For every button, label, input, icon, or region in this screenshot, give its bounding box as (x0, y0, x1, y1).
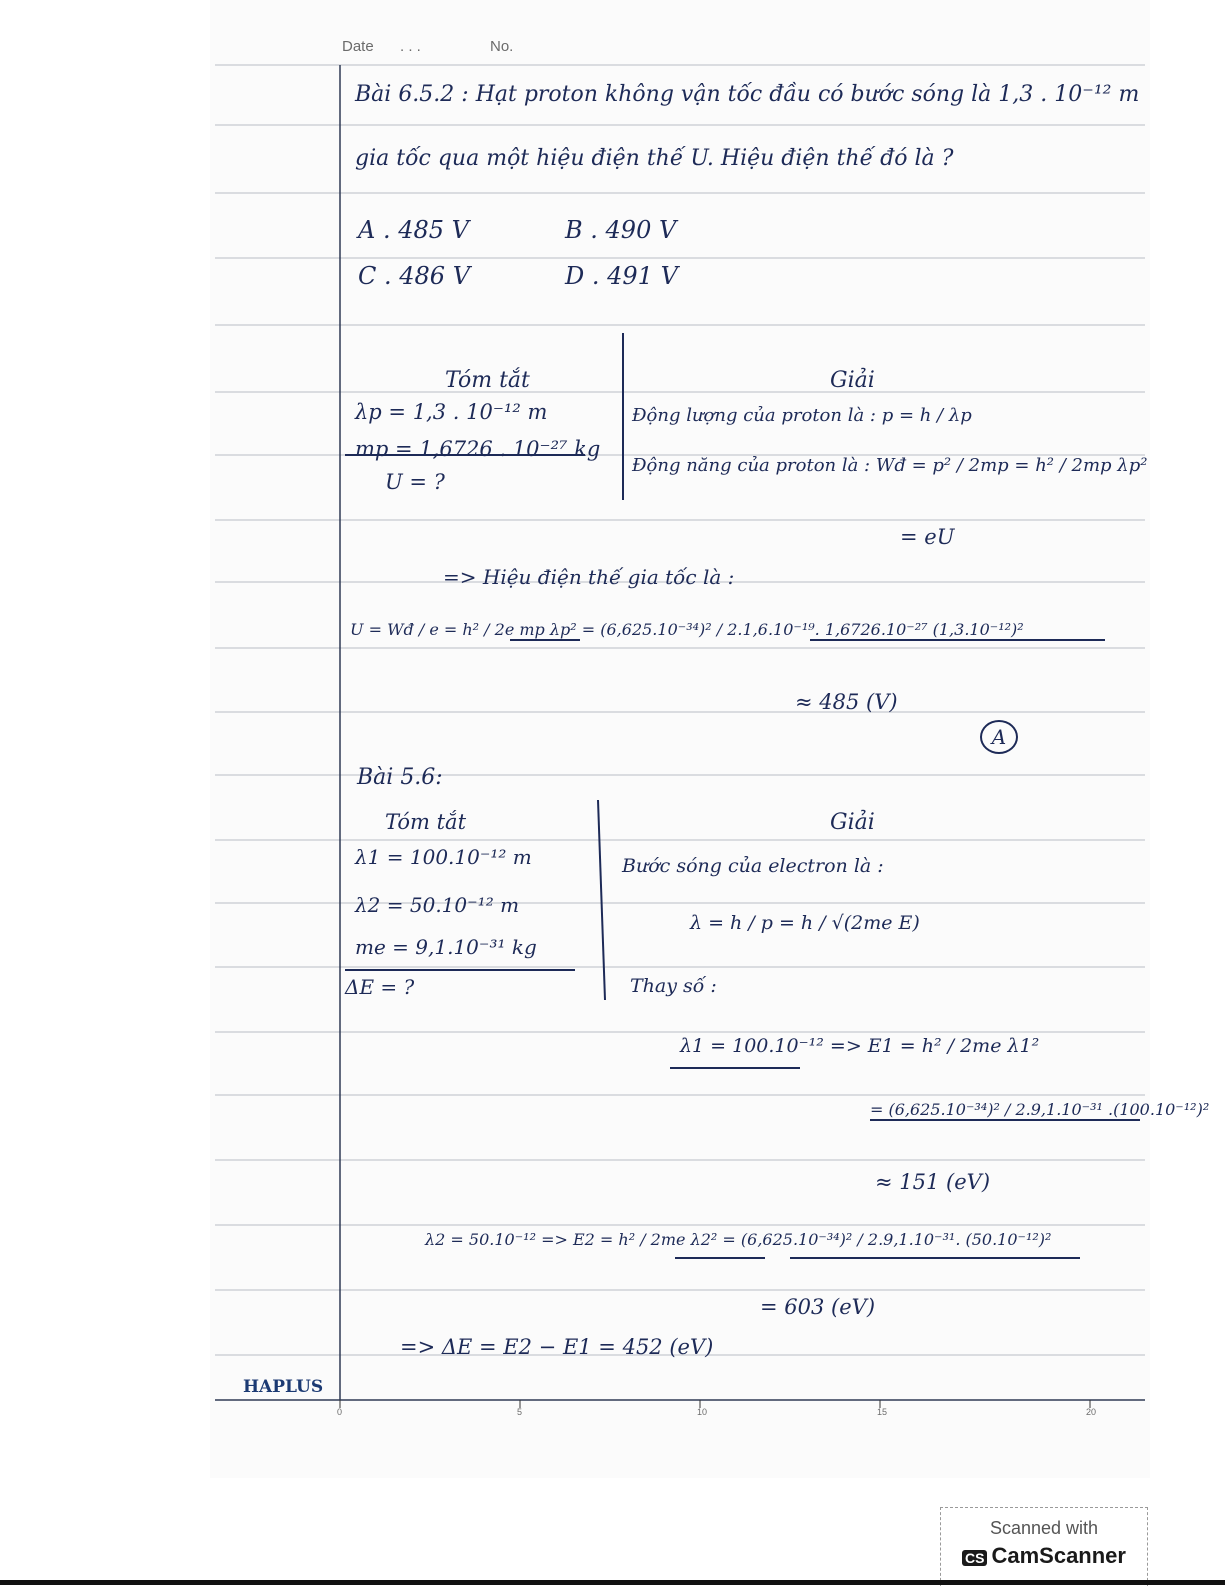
stamp-line2: CamScanner (991, 1543, 1126, 1568)
problem1-title-line1: Bài 6.5.2 : Hạt proton không vận tốc đầu có bước sóng là 1,3 . 10⁻¹² m (355, 82, 1140, 107)
p2-wave-formula: λ = h / p = h / √(2me E) (690, 912, 920, 934)
ruler-label-20: 20 (1086, 1407, 1097, 1417)
camscanner-logo-icon: CS (962, 1550, 987, 1566)
p1-given-2: mp = 1,6726 . 10⁻²⁷ kg (355, 437, 601, 461)
problem2-title: Bài 5.6: (357, 765, 443, 790)
date-label: Date (342, 38, 374, 55)
p2-given-4: ΔE = ? (345, 975, 415, 999)
ruler-label-15: 15 (877, 1407, 888, 1417)
p1-given-3: U = ? (385, 470, 445, 494)
notebook-brand: HAPLUS (243, 1377, 324, 1397)
date-dots: . . . (400, 38, 421, 55)
p2-final: => ΔE = E2 − E1 = 452 (eV) (400, 1335, 714, 1359)
option-b: B . 490 V (565, 216, 677, 244)
answer-circle: A (980, 720, 1018, 754)
p2-line1c: ≈ 151 (eV) (875, 1170, 991, 1194)
no-label: No. (490, 38, 514, 55)
p2-line1: λ1 = 100.10⁻¹² => E1 = h² / 2me λ1² (680, 1035, 1040, 1057)
p1-formula: U = Wđ / e = h² / 2e mp λp² = (6,625.10⁻³⁴)² / 2.1,6.10⁻¹⁹. 1,6726.10⁻²⁷ (1,3.10⁻¹²)² (350, 620, 1024, 639)
bottom-bar (0, 1580, 1225, 1585)
p1-result: ≈ 485 (V) (795, 690, 898, 714)
p1-energy: Động năng của proton là : Wđ = p² / 2mp = h² / 2mp λp² (632, 455, 1148, 476)
option-d: D . 491 V (565, 262, 678, 290)
p1-momentum: Động lượng của proton là : p = h / λp (632, 405, 972, 426)
option-c: C . 486 V (358, 262, 471, 290)
ruler-label-10: 10 (697, 1407, 708, 1417)
p2-given-1: λ1 = 100.10⁻¹² m (355, 845, 532, 869)
p1-given-1: λp = 1,3 . 10⁻¹² m (355, 400, 548, 424)
p2-line1b: = (6,625.10⁻³⁴)² / 2.9,1.10⁻³¹ .(100.10⁻¹²)² (870, 1100, 1210, 1119)
p2-wave: Bước sóng của electron là : (622, 855, 884, 877)
p2-line2: λ2 = 50.10⁻¹² => E2 = h² / 2me λ2² = (6,625.10⁻³⁴)² / 2.9,1.10⁻³¹. (50.10⁻¹²)² (425, 1230, 1052, 1249)
p1-solution-title: Giải (830, 368, 875, 393)
p1-summary-title: Tóm tắt (445, 368, 530, 393)
ruler-label-0: 0 (337, 1407, 343, 1417)
p2-summary-title: Tóm tắt (385, 810, 467, 834)
stamp-line1: Scanned with (989, 1518, 1099, 1538)
p2-given-2: λ2 = 50.10⁻¹² m (355, 893, 520, 917)
stamp-line2-wrap (941, 1543, 1147, 1569)
p2-given-3: me = 9,1.10⁻³¹ kg (355, 935, 537, 959)
p2-solution-title: Giải (830, 810, 875, 835)
p1-conclusion: => Hiệu điện thế gia tốc là : (443, 565, 735, 589)
p2-substitute: Thay số : (630, 975, 717, 997)
problem1-title-line2: gia tốc qua một hiệu điện thế U. Hiệu điện thế đó là ? (355, 146, 954, 171)
ruler-label-5: 5 (517, 1407, 523, 1417)
camscanner-stamp (940, 1507, 1148, 1586)
option-a: A . 485 V (358, 216, 469, 244)
p2-line2c: = 603 (eV) (760, 1295, 876, 1319)
p1-energy-eq: = eU (900, 525, 955, 549)
